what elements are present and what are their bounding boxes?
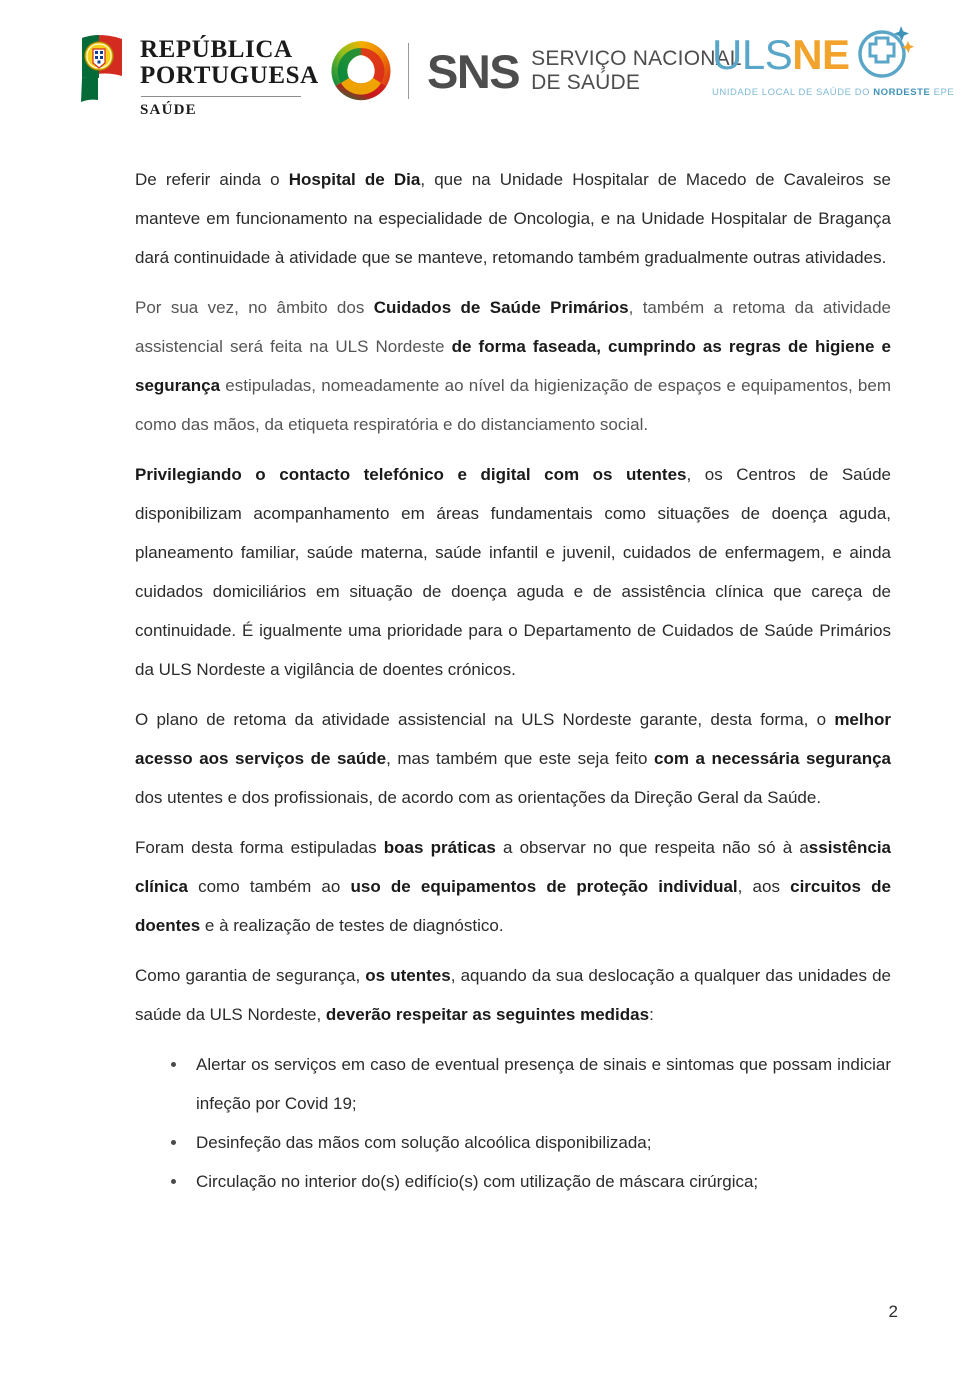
bullet-dot-icon: [171, 1179, 176, 1184]
text-run: melhor acesso aos serviços de saúde: [135, 710, 891, 768]
list-item: [135, 1045, 891, 1123]
bullet-dot-icon: [171, 1062, 176, 1067]
text-run: :: [649, 1005, 654, 1024]
portugal-flag-emblem-icon: [74, 32, 130, 108]
text-run: os utentes: [365, 966, 451, 985]
sns-wordmark: SNS: [427, 44, 520, 98]
text-run: , mas também que este seja feito: [386, 749, 654, 768]
republica-line1: REPÚBLICA: [140, 36, 293, 63]
text-run: dos utentes e dos profissionais, de acordo com as orientações da Direção Geral da Saúde.: [135, 788, 822, 807]
paragraph-p6: [135, 956, 891, 1034]
text-run: e à realização de testes de diagnóstico.: [200, 916, 504, 935]
text-run: De referir ainda o: [135, 170, 289, 189]
text-run: Como garantia de segurança,: [135, 966, 366, 985]
ulsne-uls-text: ULS: [712, 31, 793, 78]
ulsne-subtitle-suffix: EPE: [930, 87, 955, 98]
document-header: [0, 0, 980, 150]
ulsne-ne-text: NE: [792, 31, 850, 78]
paragraph-p3: [135, 455, 891, 689]
text-run: estipuladas, nomeadamente ao nível da higienização de espaços e equipamentos, bem como das mãos, da etiqueta respiratória e do distanciamento social.: [135, 376, 891, 434]
ulsne-subtitle-bold: NORDESTE: [873, 87, 931, 98]
sns-tagline-line2: DE SAÚDE: [531, 71, 641, 94]
ulsne-subtitle-prefix: UNIDADE LOCAL DE SAÚDE DO: [712, 87, 874, 98]
bullet-dot-icon: [171, 1140, 176, 1145]
text-run: Desinfeção das mãos com solução alcoólica disponibilizada;: [196, 1133, 652, 1152]
sns-logo: [328, 38, 742, 104]
text-run: Cuidados de Saúde Primários: [373, 298, 629, 317]
republica-line2: PORTUGUESA: [140, 62, 319, 89]
text-run: a observar no que respeita não só à a: [495, 838, 809, 857]
ulsne-wordmark: [712, 30, 954, 80]
measures-bullet-list: [135, 1045, 891, 1201]
republica-portuguesa-text: [140, 32, 319, 119]
sns-circular-ribbon-icon: [328, 38, 394, 104]
ulsne-logo: [712, 30, 954, 98]
paragraph-p1: [135, 160, 891, 277]
text-run: uso de equipamentos de proteção individual: [350, 877, 738, 896]
text-run: como também ao: [187, 877, 351, 896]
paragraph-p4: [135, 700, 891, 817]
text-run: de forma faseada, cumprindo as regras de higiene e segurança: [135, 337, 892, 395]
page-number: 2: [888, 1302, 898, 1321]
list-item: [135, 1123, 891, 1162]
medical-cross-with-stars-icon: [856, 22, 914, 80]
text-run: , os Centros de Saúde disponibilizam acompanhamento em áreas fundamentais como situações de doença aguda, planeamento familiar, saúde materna, saúde infantil e juvenil, cuidados de enfermagem, e ainda cuidados domiciliários em situação de doença aguda e de assistência clínica que careça de continuidade. É igualmente uma prioridade para o Departamento de Cuidados de Saúde Primários da ULS Nordeste a vigilância de doentes crónicos.: [135, 465, 891, 679]
document-body: [135, 160, 891, 1201]
text-run: Por sua vez, no âmbito dos: [135, 298, 374, 317]
text-run: com a necessária segurança: [654, 749, 891, 768]
republica-divider: [141, 96, 301, 97]
sns-tagline-line1: SERVIÇO NACIONAL: [531, 47, 742, 71]
text-run: circuitos de doentes: [135, 877, 891, 935]
sns-tagline: [531, 47, 742, 95]
list-item: [135, 1162, 891, 1201]
republica-subtitle: SAÚDE: [140, 102, 197, 118]
sns-divider: [408, 43, 409, 99]
text-run: deverão respeitar as seguintes medidas: [325, 1005, 650, 1024]
text-run: Privilegiando o contacto telefónico e digital com os utentes: [135, 465, 687, 484]
text-run: O plano de retoma da atividade assistencial na ULS Nordeste garante, desta forma, o: [135, 710, 835, 729]
text-run: Circulação no interior do(s) edifício(s) com utilização de máscara cirúrgica;: [196, 1172, 759, 1191]
paragraph-p5: [135, 828, 891, 945]
text-run: , aos: [737, 877, 791, 896]
text-run: , aquando da sua deslocação a qualquer das unidades de saúde da ULS Nordeste,: [135, 966, 891, 1024]
text-run: Hospital de Dia: [288, 170, 421, 189]
text-run: boas práticas: [383, 838, 496, 857]
ulsne-subtitle: [712, 87, 954, 98]
text-run: ssistência clínica: [135, 838, 892, 896]
text-run: , também a retoma da atividade assistencial será feita na ULS Nordeste: [135, 298, 891, 356]
text-run: , que na Unidade Hospitalar de Macedo de Cavaleiros se manteve em funcionamento na especialidade de Oncologia, e na Unidade Hospitalar de Bragança dará continuidade à atividade que se manteve, retomando também gradualmente outras atividades.: [135, 170, 891, 267]
paragraph-list: [135, 160, 891, 1034]
paragraph-p2: [135, 288, 891, 444]
republica-portuguesa-logo: [74, 32, 319, 119]
text-run: Foram desta forma estipuladas: [135, 838, 384, 857]
text-run: Alertar os serviços em caso de eventual presença de sinais e sintomas que possam indiciar infeção por Covid 19;: [196, 1055, 891, 1113]
